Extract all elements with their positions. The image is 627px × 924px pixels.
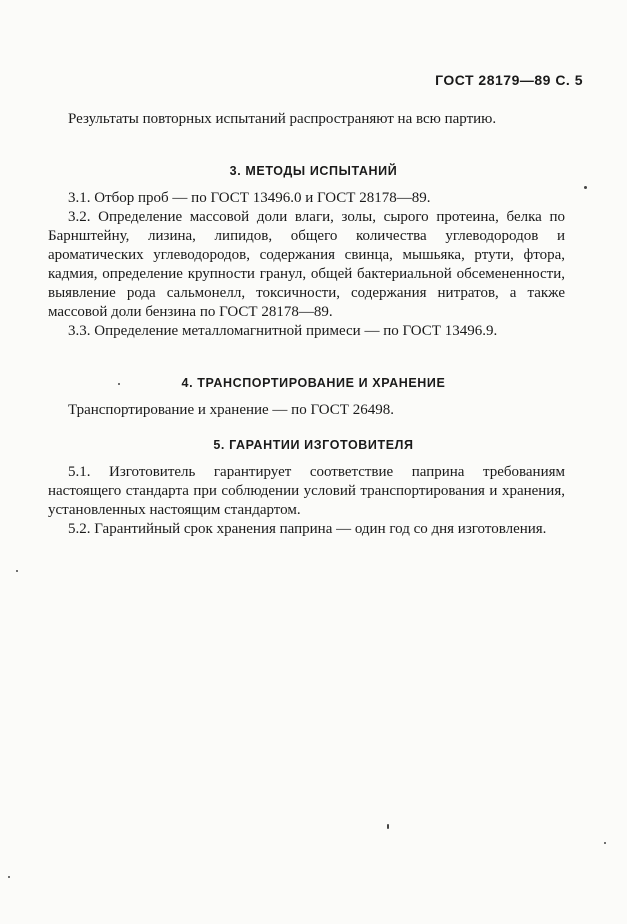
paragraph-3-1: 3.1. Отбор проб — по ГОСТ 13496.0 и ГОСТ 28178—89. [68,190,431,206]
intro-paragraph: Результаты повторных испытаний распространяют на всю партию. [68,111,497,127]
paragraph-3-3: 3.3. Определение металломагнитной примеси — по ГОСТ 13496.9. [68,323,498,339]
scan-speck [8,876,10,878]
scan-speck [584,186,587,189]
intro-block [48,110,565,129]
paragraph-3-2: 3.2. Определение массовой доли влаги, золы, сырого протеина, белка по Барнштейну, лизина, липидов, общего количества углеводородов и ароматических углеводородов, содержания свинца, мышьяка, ртути, фтора, кадмия, определение крупности гранул, общей бактериальной обсемененности, выявление рода сальмонелл, токсичности, содержания нитратов, а также массовой доли бензина по ГОСТ 28178—89. [48,209,565,320]
section-4-body [48,401,565,420]
paragraph-4-1: Транспортирование и хранение — по ГОСТ 26498. [68,402,394,418]
paragraph-5-1: 5.1. Изготовитель гарантирует соответствие паприна требованиям настоящего стандарта при соблюдении условий транспортирования и хранения, установленных настоящим стандартом. [48,464,565,518]
section-3-title: 3. МЕТОДЫ ИСПЫТАНИЙ [229,164,398,178]
scan-speck [604,842,606,844]
section-5-title: 5. ГАРАНТИИ ИЗГОТОВИТЕЛЯ [213,438,414,452]
scan-speck [387,824,389,829]
section-4-title: 4. ТРАНСПОРТИРОВАНИЕ И ХРАНЕНИЕ [181,376,446,390]
section-5-body [48,463,565,539]
scan-speck [16,570,18,572]
paragraph-5-2: 5.2. Гарантийный срок хранения паприна — один год со дня изготовления. [68,521,547,537]
page-header-code: ГОСТ 28179—89 С. 5 [435,72,583,88]
scan-speck [118,383,120,385]
section-3-body [48,189,565,341]
